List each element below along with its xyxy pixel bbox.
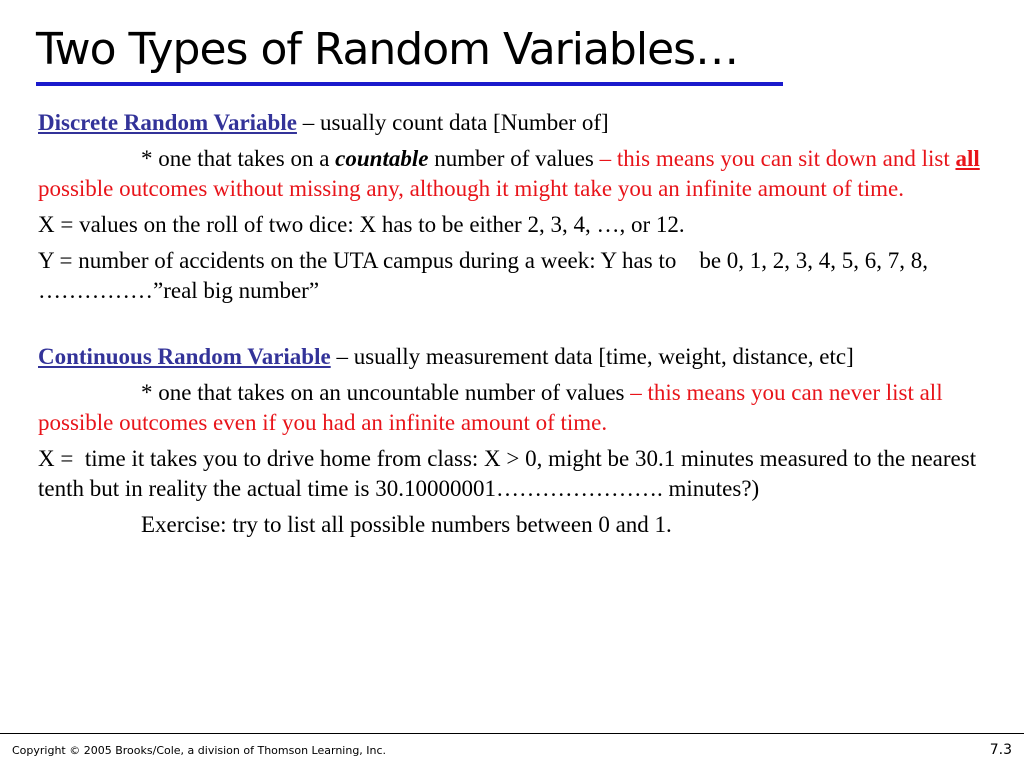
- continuous-detail: [38, 378, 1000, 438]
- footer-copyright: Copyright © 2005 Brooks/Cole, a division of Thomson Learning, Inc.: [12, 744, 387, 757]
- continuous-definition: [38, 342, 1000, 372]
- continuous-exercise: [38, 510, 1000, 540]
- footer-divider: [0, 733, 1024, 734]
- slide-content: [38, 108, 1000, 540]
- discrete-note-part1: – this means you can sit down and list: [599, 146, 956, 171]
- slide-number: 7.3: [989, 742, 1012, 758]
- discrete-keyword: countable: [335, 146, 429, 171]
- title-underline: [36, 82, 783, 86]
- discrete-note-part2: possible outcomes without missing any, although it might take you an infinite amount of time.: [38, 176, 905, 201]
- continuous-note: – this means you can never list all possible outcomes even if you had an infinite amount of time.: [38, 380, 943, 435]
- discrete-example-x: X = values on the roll of two dice: X has to be either 2, 3, 4, …, or 12.: [38, 212, 685, 237]
- continuous-example-x: X = time it takes you to drive home from class: X > 0, might be 30.1 minutes measured to the nearest tenth but in reality the actual time is 30.10000001…………………. minutes?): [38, 446, 982, 501]
- discrete-term: Discrete Random Variable: [38, 110, 297, 135]
- continuous-exercise-text: Exercise: try to list all possible numbers between 0 and 1.: [141, 512, 672, 537]
- discrete-note-emphasis: all: [955, 146, 980, 171]
- discrete-definition-text: – usually count data [Number of]: [296, 110, 609, 135]
- slide-title: Two Types of Random Variables…: [36, 24, 739, 75]
- continuous-definition-text: – usually measurement data [time, weight, distance, etc]: [330, 344, 854, 369]
- discrete-detail: [38, 144, 1000, 204]
- discrete-detail-lead: * one that takes on a: [141, 146, 336, 171]
- continuous-detail-lead: * one that takes on an uncountable number of values: [141, 380, 631, 405]
- continuous-term: Continuous Random Variable: [38, 344, 331, 369]
- discrete-definition: [38, 108, 1000, 138]
- discrete-detail-rest: number of values: [428, 146, 600, 171]
- discrete-example-y: Y = number of accidents on the UTA campus during a week: Y has to be 0, 1, 2, 3, 4, 5, 6, 7, 8, ……………”real big number”: [38, 248, 934, 303]
